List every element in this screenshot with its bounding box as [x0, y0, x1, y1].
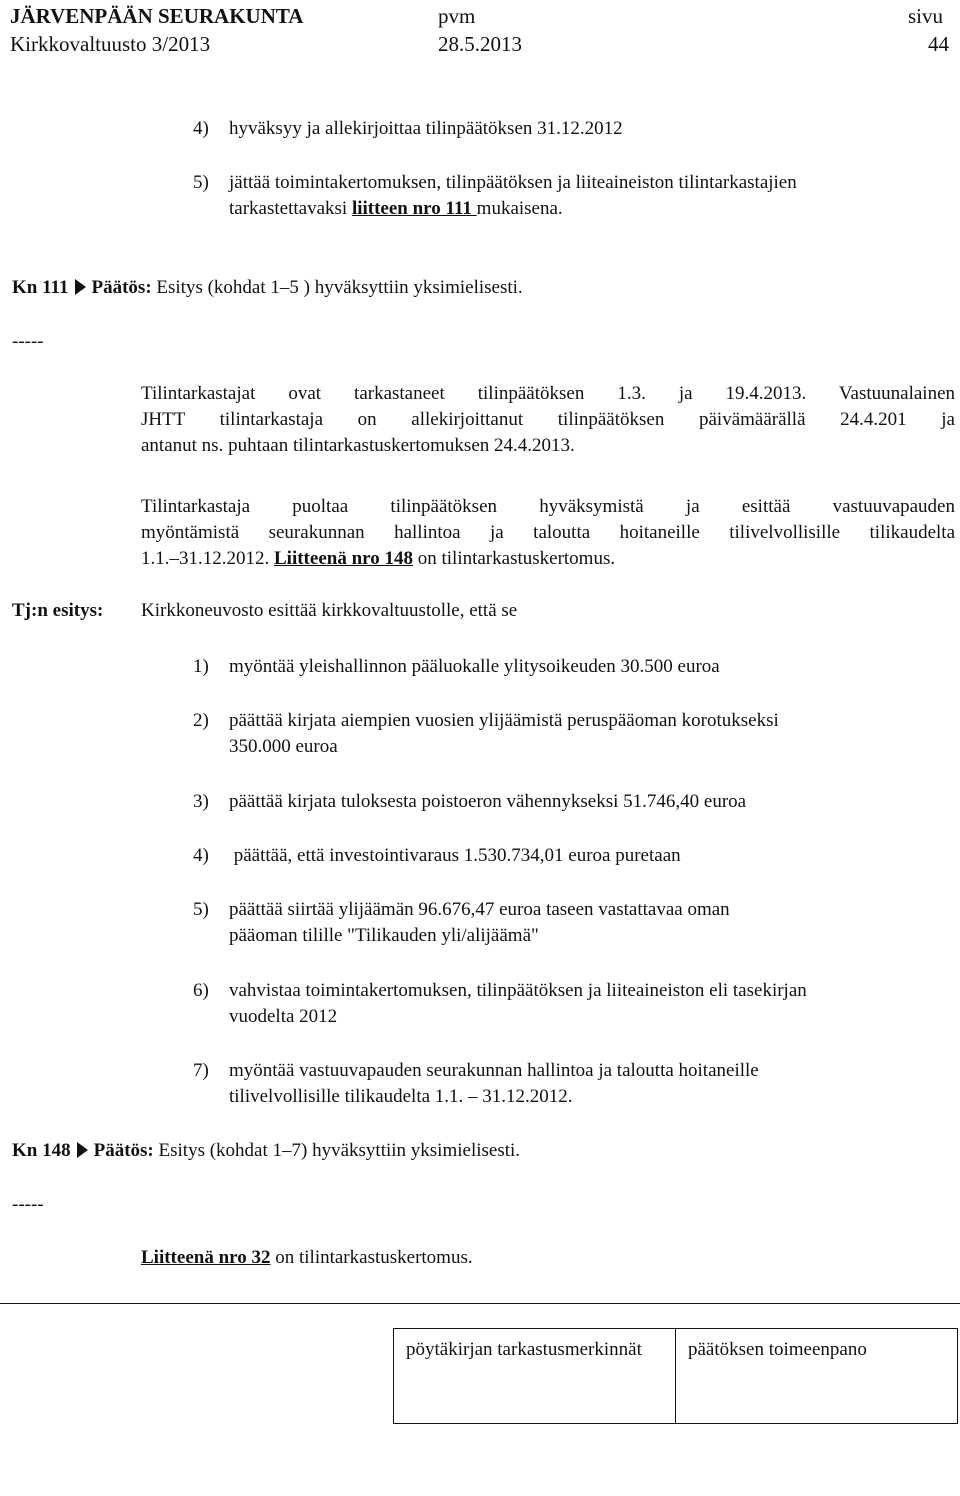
case-number: Kn 148	[12, 1140, 71, 1161]
meeting-name: Kirkkovaltuusto 3/2013	[10, 32, 211, 56]
footer-review-marks: pöytäkirjan tarkastusmerkinnät	[406, 1339, 642, 1360]
proposal-label: Tj:n esitys:	[12, 600, 104, 621]
decision-text: Esitys (kohdat 1–7) hyväksyttiin yksimielisesti.	[158, 1140, 521, 1161]
org-name: JÄRVENPÄÄN SEURAKUNTA	[10, 4, 304, 28]
separator: -----	[12, 1194, 44, 1215]
attachment-link[interactable]: Liitteenä nro 32	[141, 1247, 271, 1268]
footer-divider	[0, 1303, 960, 1304]
decision-line	[12, 1140, 520, 1162]
meeting-date: 28.5.2013	[438, 32, 522, 56]
item-text: hyväksyy ja allekirjoittaa tilinpäätöksen 31.12.2012	[229, 118, 623, 139]
decision-line	[12, 277, 523, 299]
page-number: 44	[928, 32, 949, 56]
item-number: 4)	[193, 118, 209, 139]
page-label: sivu	[908, 4, 944, 28]
proposal-intro: Kirkkoneuvosto esittää kirkkovaltuustolle, että se	[141, 600, 518, 621]
footer-table	[393, 1328, 958, 1424]
separator: -----	[12, 331, 44, 352]
decision-text: Esitys (kohdat 1–5 ) hyväksyttiin yksimielisesti.	[156, 277, 523, 298]
date-label: pvm	[438, 4, 476, 28]
section-arrow-icon	[77, 1142, 88, 1158]
decision-label: Päätös:	[91, 277, 152, 298]
decision-label: Päätös:	[93, 1140, 154, 1161]
attachment-line: Liitteenä nro 32 on tilintarkastuskertomus.	[141, 1247, 473, 1268]
item-number: 5)	[193, 172, 209, 193]
auditor-paragraph-2: Tilintarkastaja puoltaa tilinpäätöksen hyväksymistä ja esittää vastuuvapauden myöntämistä seurakunnan hallintoa ja taloutta hoitaneille tilivelvollisille tilikaudelta 1.1.–31.12.2012. Liitteenä nro 148 on tilintarkastuskertomus.	[141, 496, 955, 569]
item-text: jättää toimintakertomuksen, tilinpäätöksen ja liiteaineiston tilintarkastajien tarkastettavaksi liitteen nro 111 mukaisena.	[229, 172, 797, 219]
attachment-link[interactable]: liitteen nro 111	[351, 198, 477, 219]
footer-implementation: päätöksen toimeenpano	[675, 1329, 957, 1423]
auditor-paragraph-1: Tilintarkastajat ovat tarkastaneet tilinpäätöksen 1.3. ja 19.4.2013. Vastuunalainen JHTT tilintarkastaja on allekirjoittanut tilinpäätöksen päivämäärällä 24.4.201 ja antanut ns. puhtaan tilintarkastuskertomuksen 24.4.2013.	[141, 383, 955, 456]
section-arrow-icon	[75, 279, 86, 295]
case-number: Kn 111	[12, 277, 69, 298]
attachment-link[interactable]: Liitteenä nro 148	[274, 548, 413, 569]
